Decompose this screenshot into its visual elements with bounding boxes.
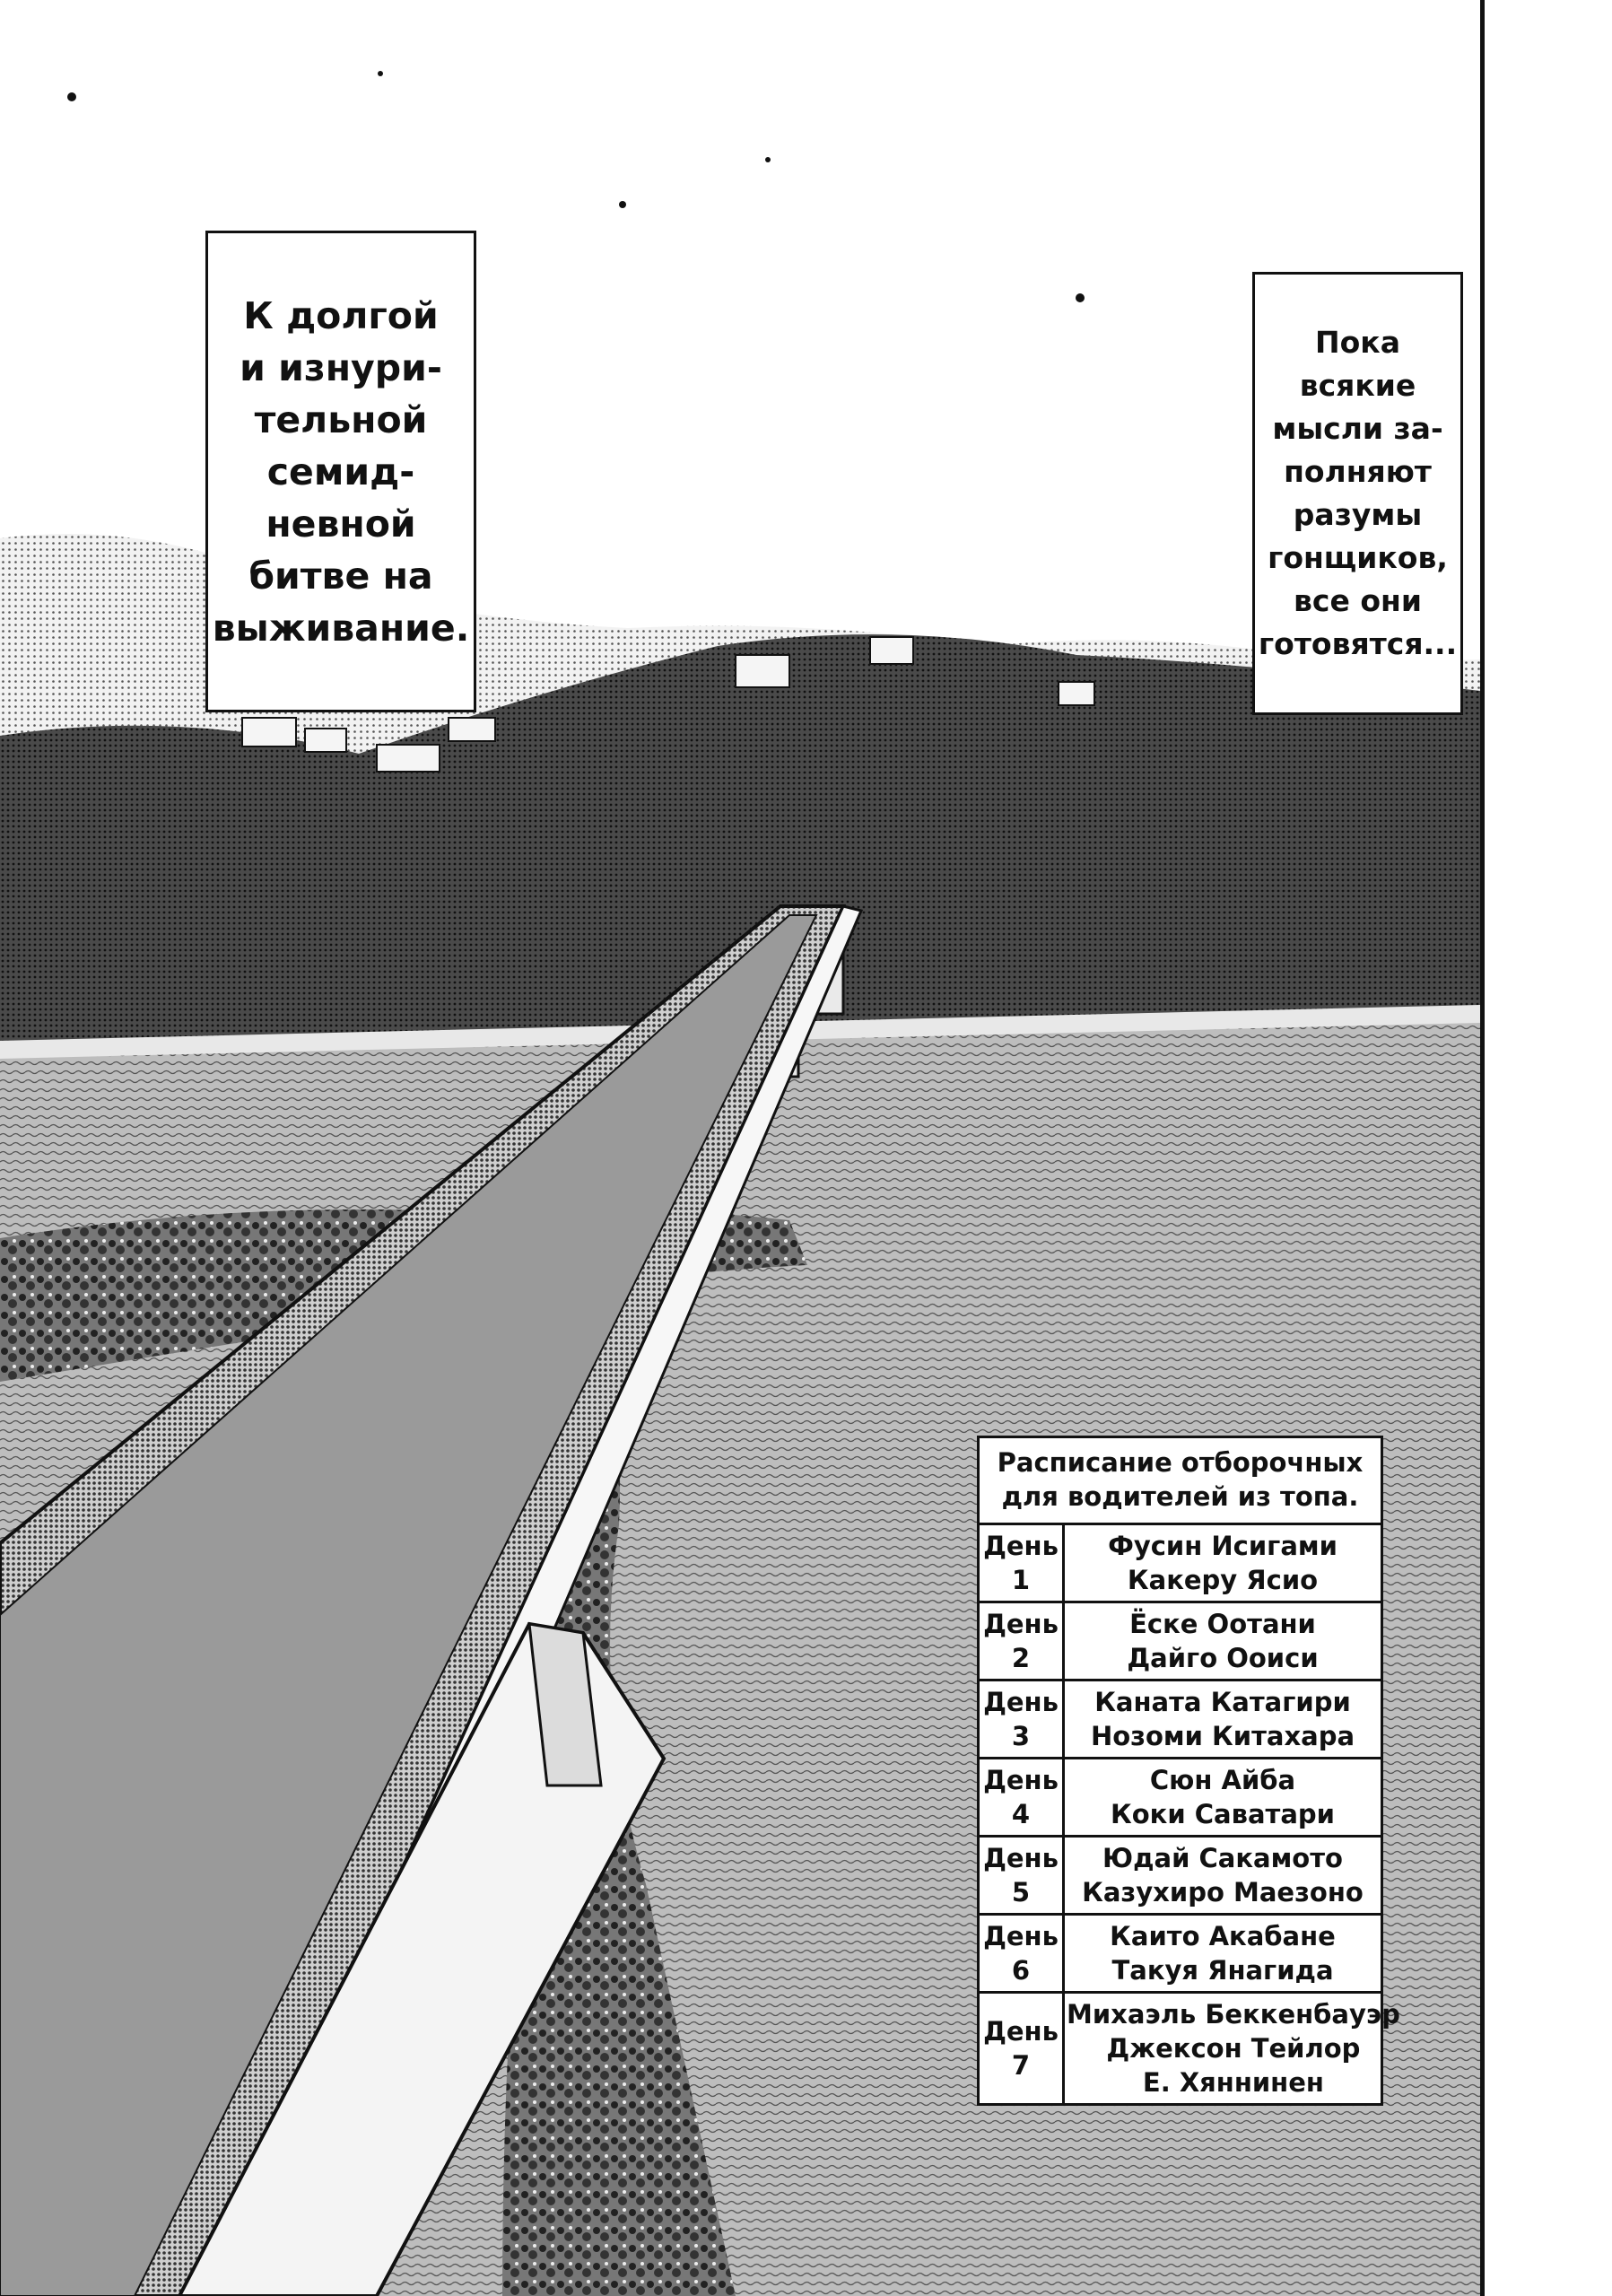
driver-name: Юдай Сакамото [1102,1843,1343,1873]
drivers-cell [1065,1994,1402,2103]
day-label: День [983,1765,1059,1795]
caption-box-right [1252,272,1463,715]
driver-name: Каната Катагири [1094,1687,1351,1717]
caption-line: все они [1294,583,1422,618]
caption-line: разумы [1293,497,1423,532]
driver-name: Нозоми Китахара [1090,1721,1355,1751]
day-label: День [983,1921,1059,1951]
day-label: День [983,1687,1059,1717]
page-edge-line [1480,0,1485,2296]
caption-line: выживание. [212,606,470,650]
driver-name: Джексон Тейлор [1106,2033,1361,2064]
day-number: 6 [1011,1955,1031,1986]
driver-name: Е. Хяннинен [1142,2067,1324,2098]
day-label: День [983,2016,1059,2047]
day-label: День [983,1609,1059,1639]
drivers-cell [1065,1603,1381,1679]
day-label: День [983,1531,1059,1561]
day-cell [980,1603,1065,1679]
schedule-title-line: Расписание отборочных [997,1447,1364,1478]
driver-name: Казухиро Маезоно [1082,1877,1364,1908]
schedule-row-day-6 [980,1916,1381,1994]
driver-name: Михаэль Беккенбауэр [1067,1999,1400,2030]
caption-box-left [205,231,476,712]
schedule-title-line: для водителей из топа. [1001,1481,1359,1512]
day-cell [980,1759,1065,1835]
driver-name: Какеру Ясио [1127,1565,1319,1595]
day-number: 2 [1011,1643,1031,1673]
day-cell [980,1525,1065,1601]
drivers-cell [1065,1525,1381,1601]
day-cell [980,1916,1065,1991]
caption-line: тельной [254,397,428,441]
caption-line: готовятся... [1258,626,1458,661]
drivers-cell [1065,1916,1381,1991]
day-number: 7 [1011,2050,1031,2081]
driver-name: Каито Акабане [1110,1921,1336,1951]
caption-line: всякие [1299,368,1416,403]
day-number: 5 [1011,1877,1031,1908]
driver-name: Коки Саватари [1111,1799,1335,1829]
qualifier-schedule-table [977,1436,1400,2106]
caption-line: гонщиков, [1268,540,1448,575]
day-number: 1 [1011,1565,1031,1595]
schedule-row-day-1 [980,1525,1381,1603]
caption-line: невной [266,502,416,546]
schedule-row-day-4 [980,1759,1381,1838]
day-cell [980,1838,1065,1913]
driver-name: Дайго Ооиси [1127,1643,1319,1673]
drivers-cell [1065,1681,1381,1757]
day-cell [980,1994,1065,2103]
caption-line: мысли за- [1272,411,1443,446]
driver-name: Такуя Янагида [1111,1955,1334,1986]
caption-line: семид- [266,450,415,493]
schedule-row-day-7 [980,1994,1400,2103]
caption-line: битве на [248,554,433,598]
schedule-row-day-2 [980,1603,1381,1681]
schedule-row-day-3 [980,1681,1381,1759]
caption-line: К долгой [243,293,439,337]
day-label: День [983,1843,1059,1873]
caption-line: Пока [1315,325,1400,360]
day-number: 3 [1011,1721,1031,1751]
driver-name: Сюн Айба [1149,1765,1296,1795]
drivers-cell [1065,1838,1381,1913]
driver-name: Фусин Исигами [1108,1531,1338,1561]
schedule-title [980,1438,1381,1525]
day-cell [980,1681,1065,1757]
schedule-row-day-5 [980,1838,1381,1916]
caption-line: и изнури- [240,345,442,389]
caption-line: полняют [1284,454,1432,489]
driver-name: Ёске Оотани [1129,1609,1316,1639]
drivers-cell [1065,1759,1381,1835]
day-number: 4 [1011,1799,1031,1829]
